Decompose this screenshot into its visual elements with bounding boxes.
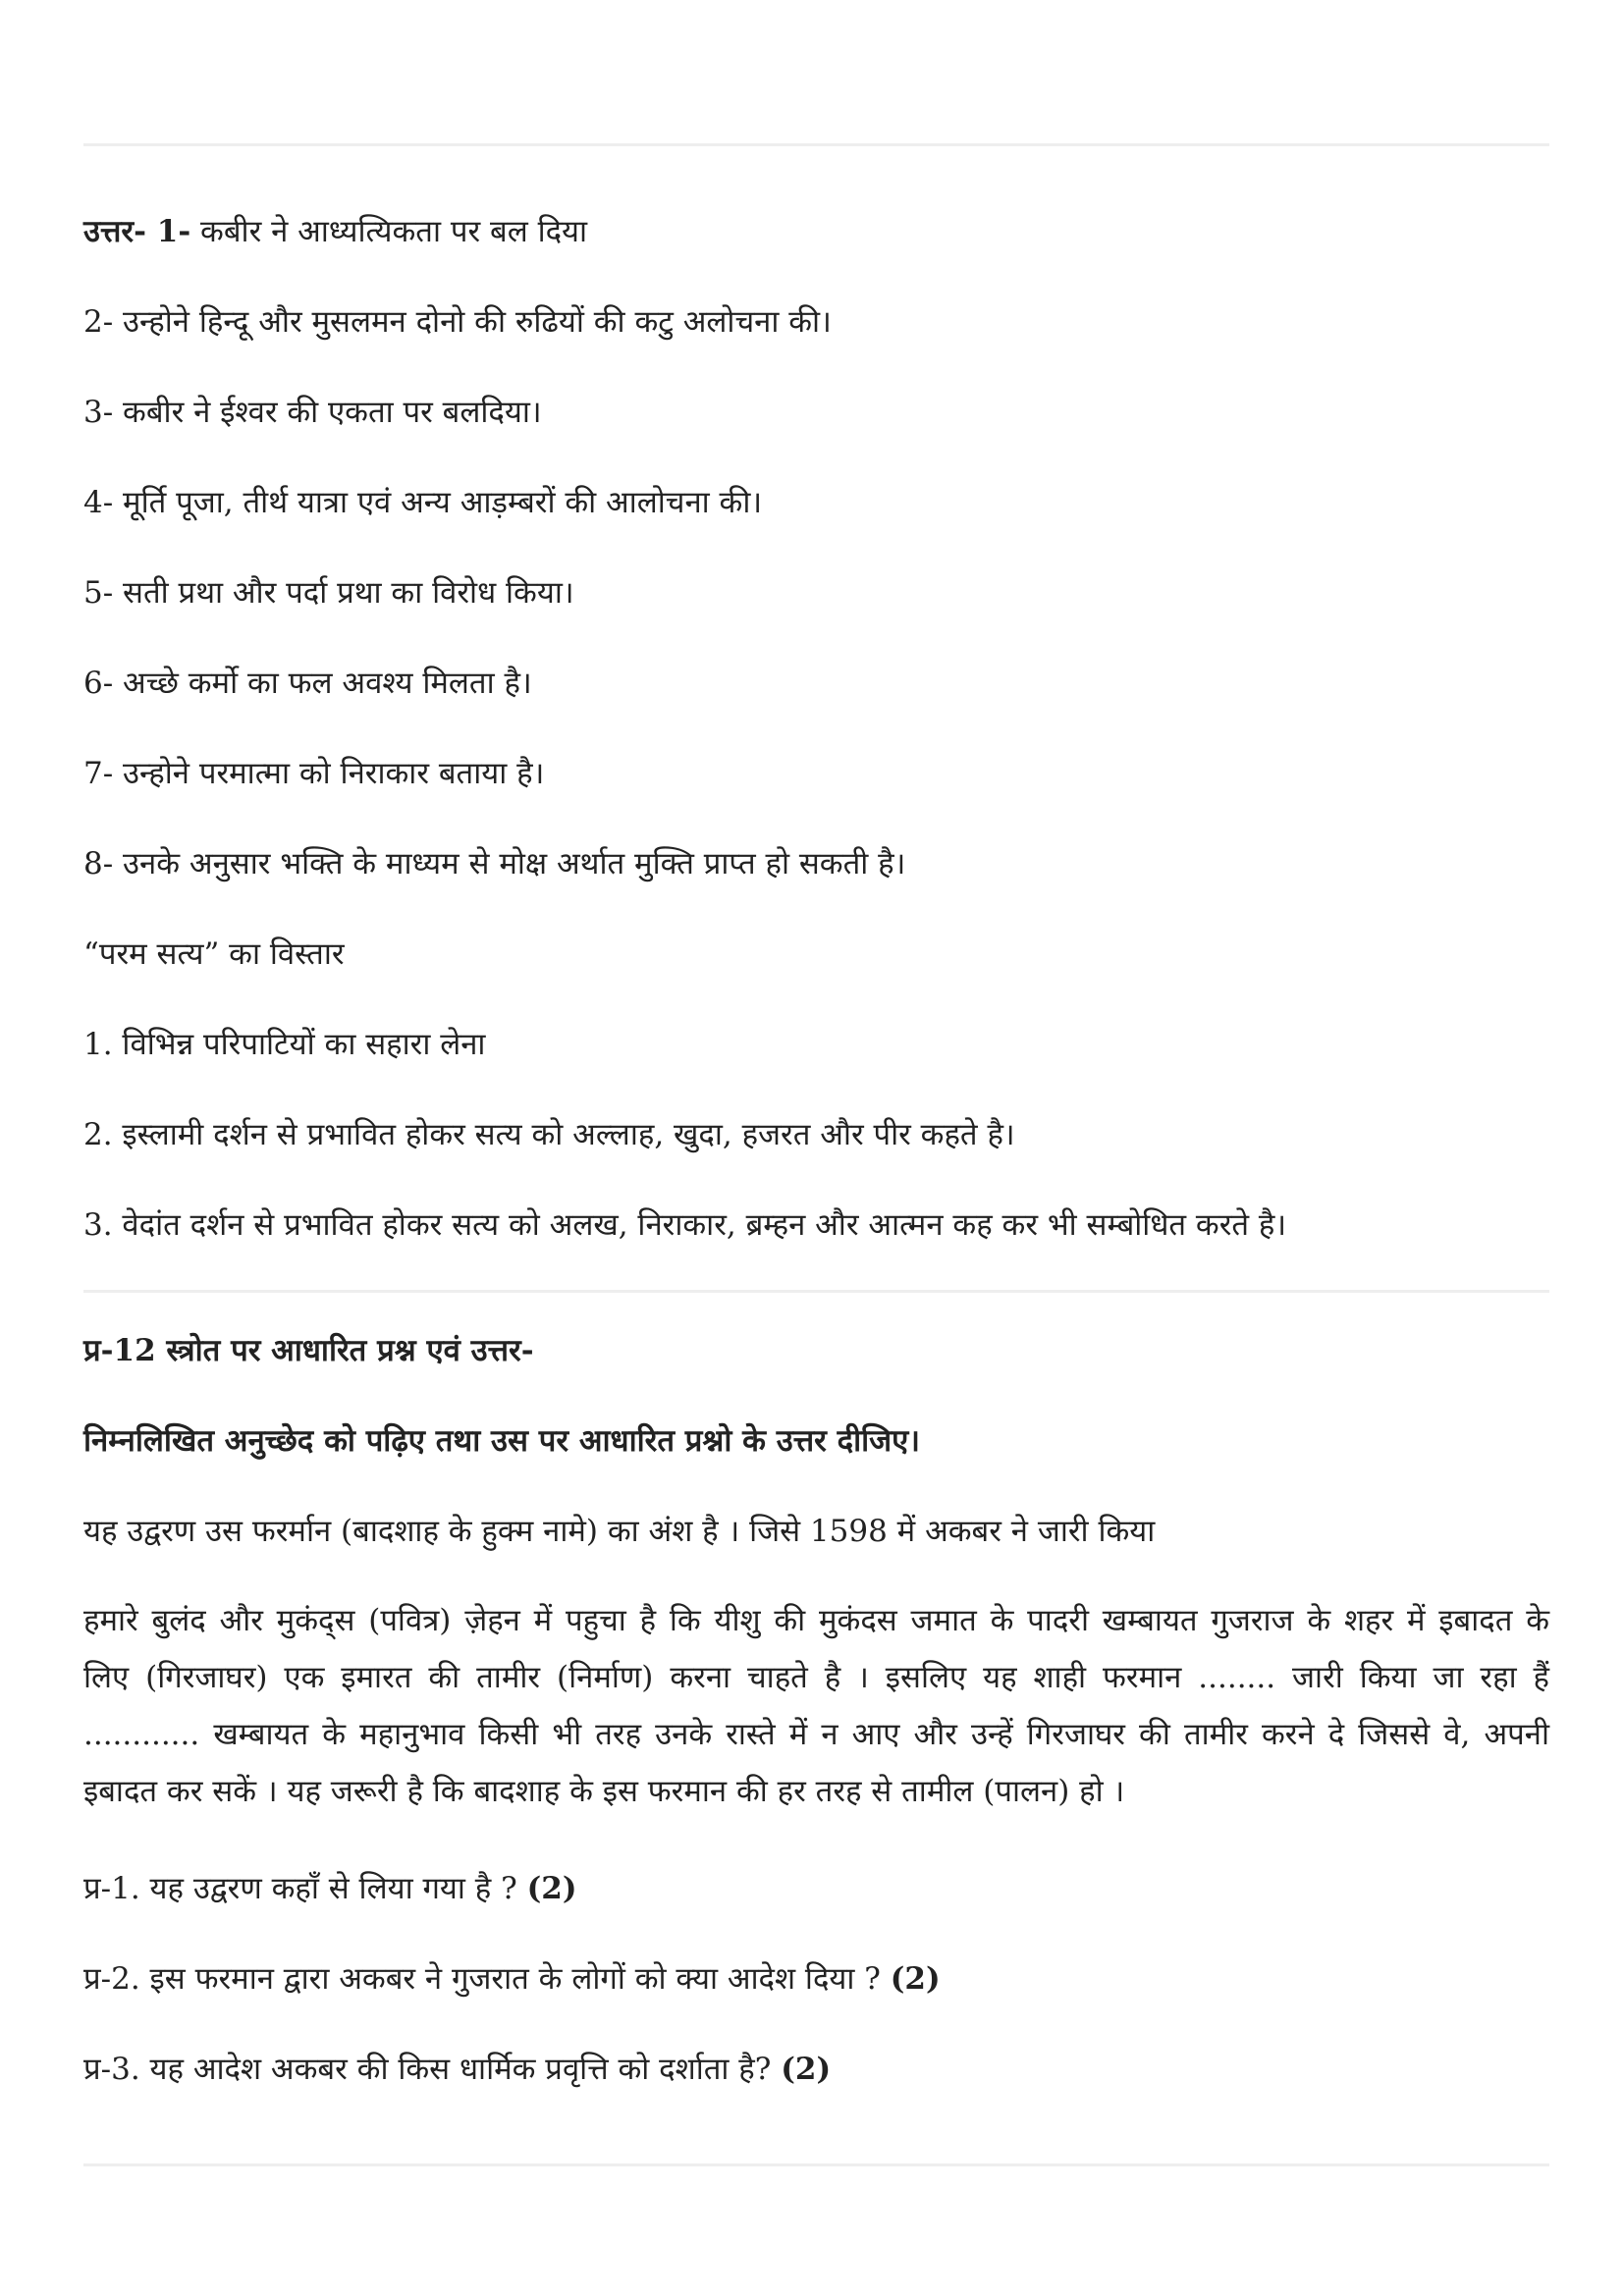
answer-point-7: 7- उन्होने परमात्मा को निराकार बताया है।: [83, 756, 545, 791]
answer-point-4: 4- मूर्ति पूजा, तीर्थ यात्रा एवं अन्य आड़म्बरों की आलोचना की।: [83, 485, 763, 520]
passage-line-4: इबादत कर सकें । यह जरूरी है कि बादशाह के इस फरमान की हर तरह से तामील (पालन) हो ।: [83, 1774, 1125, 1809]
param-satya-title: “परम सत्य” का विस्तार: [83, 936, 345, 972]
passage-intro: यह उद्वरण उस फरर्मान (बादशाह के हुक्म नामे) का अंश है । जिसे 1598 में अकबर ने जारी किया: [83, 1514, 1156, 1549]
answer-point-3: 3- कबीर ने ईश्वर की एकता पर बलदिया।: [83, 395, 542, 430]
answer-heading-text: कबीर ने आध्यत्यिकता पर बल दिया: [190, 214, 588, 249]
passage-line-1: हमारे बुलंद और मुकंद्स (पवित्र) ज़ेहन में पहुचा है कि यीशु की मुकंदस जमात के पादरी खम्बायत गुजराज के शहर में इबादत के: [83, 1603, 1549, 1638]
question-12-instruction: निम्नलिखित अनुच्छेद को पढ़िए तथा उस पर आधारित प्रश्नो के उत्तर दीजिए।: [83, 1423, 921, 1459]
top-divider: [83, 143, 1549, 146]
answer-point-5: 5- सती प्रथा और पर्दा प्रथा का विरोध किया।: [83, 575, 574, 611]
answer-heading: [83, 210, 1549, 253]
param-satya-item-3: 3. वेदांत दर्शन से प्रभावित होकर सत्य को अलख, निराकार, ब्रम्हन और आत्मन कह कर भी सम्बोधित करते है।: [83, 1207, 1287, 1243]
passage-line-2: लिए (गिरजाघर) एक इमारत की तामीर (निर्माण) करना चाहते है । इसलिए यह शाही फरमान ........ जारी किया जा रहा हैं: [83, 1660, 1549, 1695]
section-divider: [83, 1290, 1549, 1293]
sub-question-1: [83, 1867, 1549, 1910]
sub-question-1-text: प्र-1. यह उद्वरण कहाँ से लिया गया है ?: [83, 1871, 527, 1906]
sub-question-3-text: प्र-3. यह आदेश अकबर की किस धार्मिक प्रवृत्ति को दर्शाता है?: [83, 2052, 782, 2087]
sub-question-2-marks: (2): [890, 1961, 941, 1997]
sub-question-3-marks: (2): [781, 2052, 832, 2087]
sub-question-3: [83, 2048, 1549, 2091]
farman-passage: [83, 1592, 1549, 1820]
answer-heading-label: उत्तर- 1-: [83, 214, 191, 249]
sub-question-2: [83, 1957, 1549, 2001]
sub-question-2-text: प्र-2. इस फरमान द्वारा अकबर ने गुजरात के लोगों को क्या आदेश दिया ?: [83, 1961, 891, 1997]
param-satya-item-1: 1. विभिन्न परिपाटियों का सहारा लेना: [83, 1027, 486, 1062]
answer-point-8: 8- उनके अनुसार भक्ति के माध्यम से मोक्ष अर्थात मुक्ति प्राप्त हो सकती है।: [83, 846, 906, 881]
sub-question-1-marks: (2): [526, 1871, 577, 1906]
passage-line-3: ............ खम्बायत के महानुभाव किसी भी तरह उनके रास्ते में न आए और उन्हें गिरजाघर की तामीर करने दे जिससे वे, अपनी: [83, 1717, 1549, 1752]
question-12-heading: प्र-12 स्त्रोत पर आधारित प्रश्न एवं उत्तर-: [83, 1333, 534, 1368]
bottom-divider: [83, 2163, 1549, 2166]
answer-point-6: 6- अच्छे कर्मो का फल अवश्य मिलता है।: [83, 666, 532, 701]
param-satya-item-2: 2. इस्लामी दर्शन से प्रभावित होकर सत्य को अल्लाह, खुदा, हजरत और पीर कहते है।: [83, 1117, 1015, 1152]
answer-point-2: 2- उन्होने हिन्दू और मुसलमन दोनो की रुढियों की कटु अलोचना की।: [83, 304, 832, 340]
